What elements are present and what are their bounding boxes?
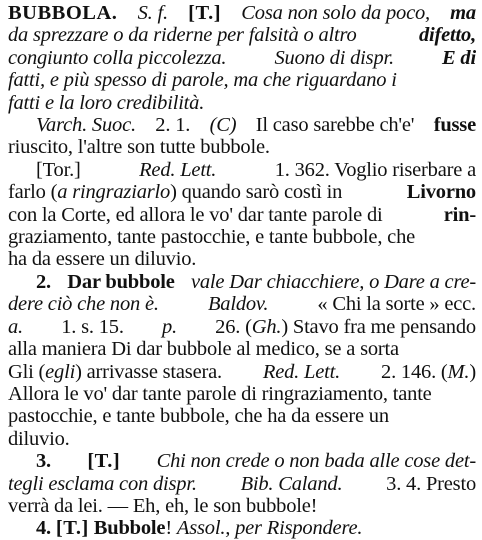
entry-line-21 [8,450,476,472]
definition-text: fatti, e più spesso di parole, ma che riguardano i [8,69,397,92]
source-tag: [Tor.] [36,158,81,181]
citation-ref: 2. 146. (M.) [381,360,476,383]
quotation-text: alla maniera Di dar bubbole al medico, se a sorta [8,338,399,361]
entry-line-14 [8,293,476,315]
entry-line-4 [8,69,476,91]
quotation-text: Allora le vo' dar tante parole di ringraziamento, tante [8,382,432,405]
source-tag: [T.] [188,2,222,24]
quotation-text: graziamento, tante pastocchie, e tante bubbole, che [8,226,416,249]
definition-text: ma [450,2,476,24]
quotation-text: verrà da lei. — Eh, eh, le son bubbole! [8,494,318,517]
entry-line-20 [8,428,476,450]
entry-line-23 [8,495,476,517]
citation-source: Baldov. [207,293,269,316]
citation-ref: (C) [209,114,237,137]
entry-line-16 [8,338,476,360]
entry-line-7 [8,136,476,158]
definition-text: difetto, [418,24,476,47]
definition-text: Suono di dispr. [274,46,394,69]
entry-line-18 [8,383,476,405]
sense-number: 4. [36,517,51,540]
source-tag: [T.] [87,450,121,473]
quotation-text: 3. 4. Presto [386,472,476,495]
citation-ref: a. [8,315,23,338]
entry-line-19 [8,405,476,427]
citation-ref: 26. (Gh.) Stavo fra me pensando [215,315,476,338]
entry-line-9 [8,181,476,203]
quotation-text: rin- [443,203,476,226]
entry-line-22 [8,473,476,495]
citation-source: Red. Lett. [262,360,341,383]
quotation-text: pastocchie, e tante bubbole, che ha da essere un [8,405,389,428]
entry-line-15 [8,316,476,338]
entry-line-2 [8,24,476,46]
quotation-text: con la Corte, ed allora le vo' dar tante parole di [8,203,383,226]
source-tag: [T.] [55,517,89,540]
entry-line-8 [8,159,476,181]
entry-line-5 [8,92,476,114]
sense-number: 2. [36,270,51,293]
citation-ref: 1. s. 15. [61,315,124,338]
quotation-text: 1. 362. Voglio riserbare a [274,158,476,181]
sense-number: 3. [36,450,51,473]
quotation-text: Livorno [406,181,476,204]
headword: BUBBOLA. [8,2,118,24]
definition-text: da sprezzare o da riderne per falsità o altro [8,24,357,47]
citation-ref: p. [161,315,177,338]
definition-text: congiunto colla piccolezza. [8,46,227,69]
entry-line-3 [8,47,476,69]
definition-text: dere ciò che non è. [8,293,159,316]
entry-line-11 [8,226,476,248]
quotation-text: « Chi la sorte » ecc. [317,293,476,316]
definition-text: Assol., per Rispondere. [176,517,363,540]
quotation-text: Il caso sarebbe ch'e' [255,114,415,137]
quotation-text: Gli (egli) arrivasse stasera. [8,360,222,383]
entry-line-13 [8,271,476,293]
definition-text: fatti e la loro credibilità. [8,91,205,114]
entry-line-24 [8,517,476,539]
entry-line-12 [8,248,476,270]
quotation-text: diluvio. [8,427,70,450]
punctuation: ! [165,517,172,540]
citation-source: Red. Lett. [139,158,217,181]
entry-line-10 [8,204,476,226]
entry-line-1 [8,2,476,24]
quotation-text: ha da essere un diluvio. [8,248,197,271]
definition-text: tegli esclama con dispr. [8,472,197,495]
grammar-tag: S. f. [137,2,168,24]
definition-text: Chi non crede o non bada alle cose det- [156,450,476,473]
definition-text: E di [442,46,476,69]
definition-text: Cosa non solo da poco, [241,2,430,24]
entry-line-17 [8,361,476,383]
entry-line-6 [8,114,476,136]
definition-text: vale Dar chiacchiere, o Dare a cre- [190,270,476,293]
citation-ref: 2. 1. [155,114,191,137]
sub-headword: Bubbole [93,517,166,540]
citation-source: Varch. Suoc. [36,114,136,137]
quotation-text: farlo (a ringraziarlo) quando sarò costì in [8,181,343,204]
sub-headword: Dar bubbole [67,270,175,293]
quotation-text: fusse [433,114,476,137]
citation-source: Bib. Caland. [240,472,343,495]
quotation-text: riuscito, l'altre son tutte bubbole. [8,136,270,159]
